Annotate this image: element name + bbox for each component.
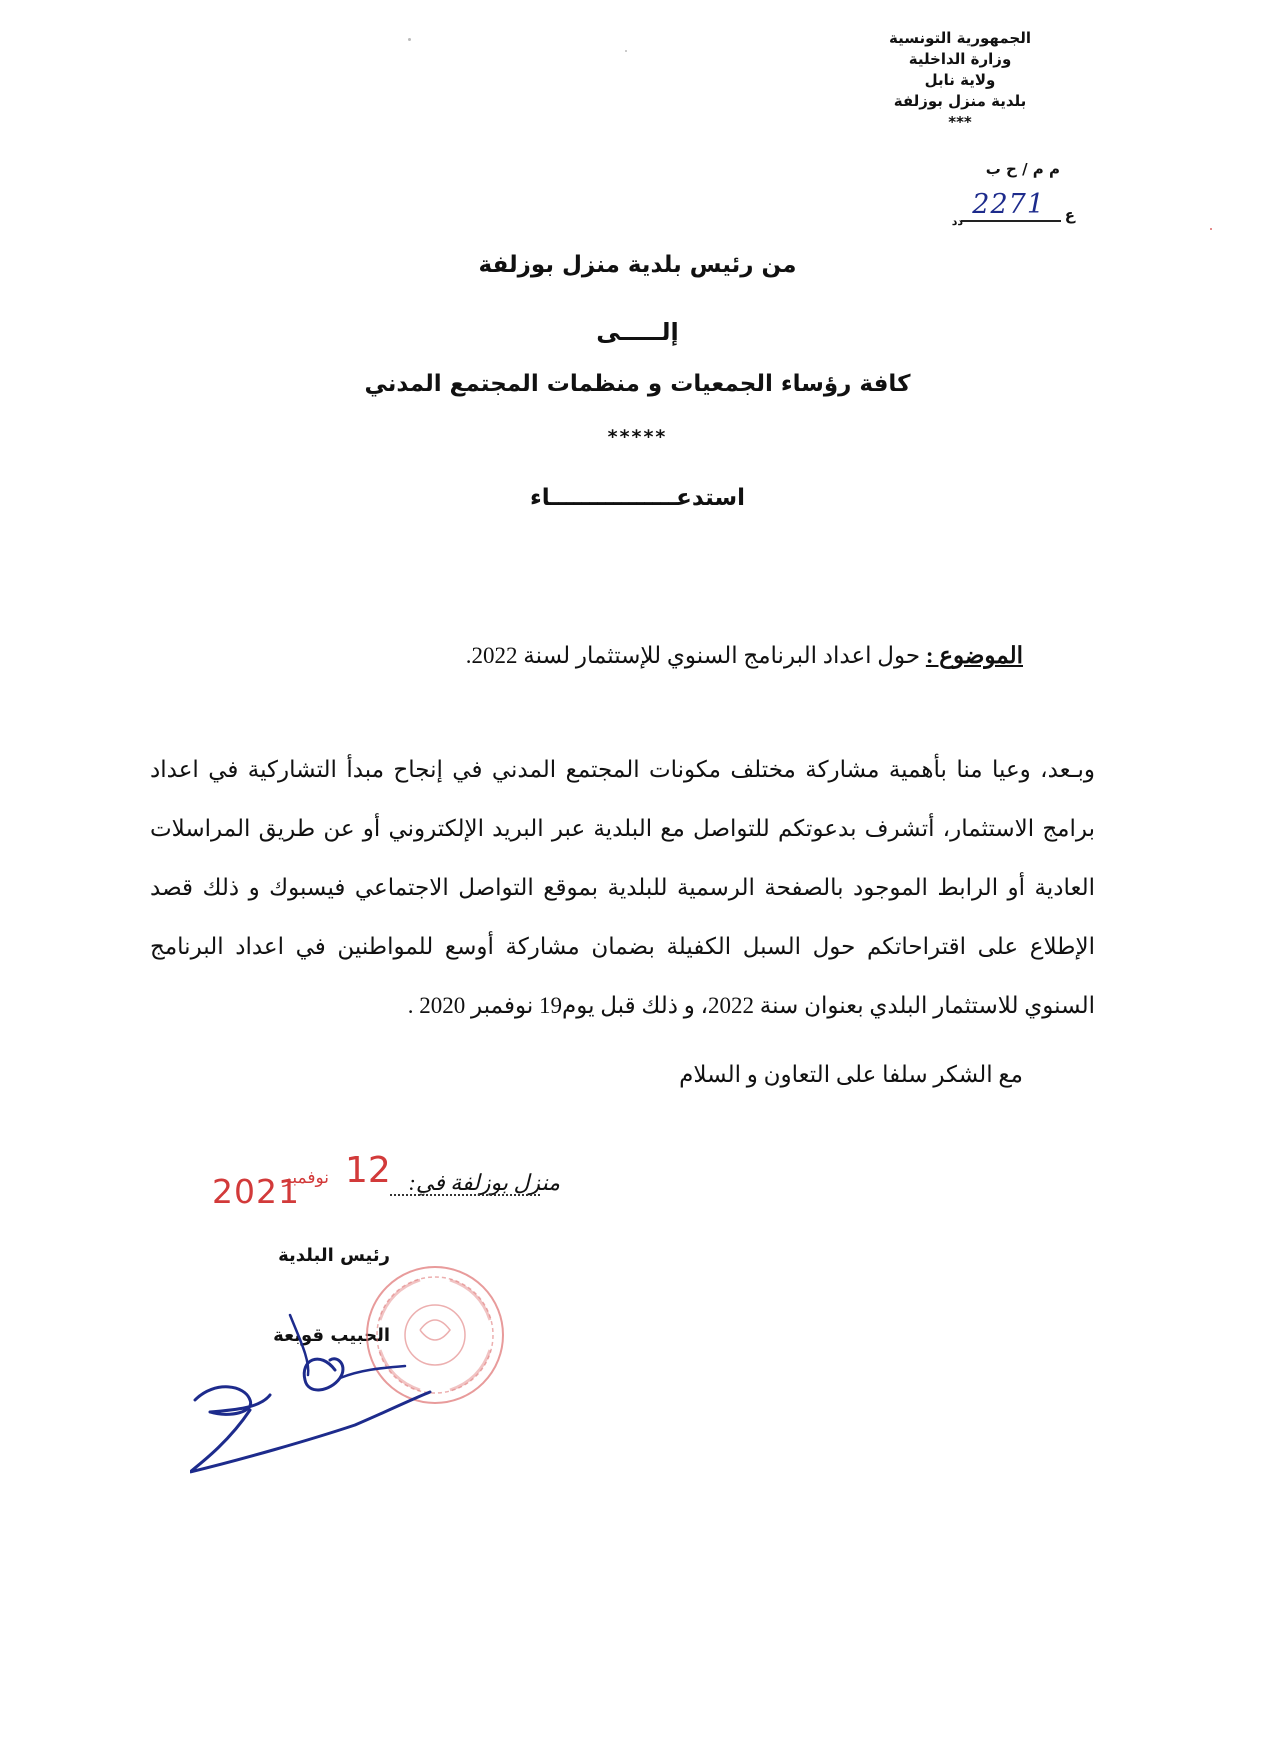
separator-stars: ***** — [607, 426, 668, 448]
letterhead-line: بلدية منزل بوزلفة — [893, 92, 1027, 110]
date-day-stamp: 12 — [345, 1150, 391, 1191]
body-paragraph: وبـعد، وعيا منا بأهمية مشاركة مختلف مكونات المجتمع المدني في إنجاح مبدأ التشاركية في اعداد برامج الاستثمار، أتشرف بدعوتكم للتواصل مع البلدية عبر البريد الإلكتروني أو عن طريق المراسلات العادية أو الرابط الموجود بالصفحة الرسمية للبلدية بموقع التواصل الاجتماعي فيسبوك و ذلك قصد الإطلاع على اقتراحاتكم حول السبل الكفيلة بضمان مشاركة أوسع للمواطنين في اعداد البرنامج السنوي للاستثمار البلدي بعنوان سنة 2022، و ذلك قبل يوم19 نوفمبر 2020 . — [150, 757, 1095, 1018]
signatory-name: الحبيب قوبعة — [273, 1325, 390, 1346]
letterhead-line: الجمهورية التونسية — [889, 29, 1031, 47]
letterhead-line: وزارة الداخلية — [908, 50, 1012, 68]
to-line: إلـــــى — [596, 318, 679, 346]
date-year-stamp: 2021 — [212, 1172, 300, 1211]
letterhead-line: ولاية نابل — [924, 71, 996, 89]
place-label: منزل بوزلفة في: — [408, 1170, 560, 1195]
date-month-stamp: نوفمبر — [283, 1168, 329, 1188]
signatory-title: رئيس البلدية — [278, 1245, 390, 1266]
scan-speck — [625, 50, 627, 52]
number-suffix: دد — [951, 215, 963, 228]
handwritten-number: 2271 — [972, 189, 1045, 220]
handwritten-signature-icon — [190, 1300, 440, 1490]
document-number — [845, 190, 1075, 230]
subject-text: حول اعداد البرنامج السنوي للإستثمار لسنة 2022. — [465, 643, 921, 668]
letterhead-line: *** — [948, 113, 972, 131]
letterhead — [840, 28, 1080, 133]
document-type-title: استدعــــــــــــــــاء — [529, 485, 746, 511]
scan-speck — [408, 38, 411, 41]
closing-line: مع الشكر سلفا على التعاون و السلام — [679, 1062, 1023, 1087]
subject-line — [466, 643, 1023, 669]
recipients-line: كافة رؤساء الجمعيات و منظمات المجتمع المدني — [364, 371, 911, 397]
subject-label: الموضوع : — [925, 643, 1023, 668]
scan-speck — [1210, 228, 1212, 230]
reference-code: م م / ح ب — [985, 160, 1060, 178]
date-dotted-line — [390, 1194, 540, 1196]
number-label: ع — [1064, 206, 1075, 224]
number-underline — [961, 220, 1061, 222]
sender-line: من رئيس بلدية منزل بوزلفة — [478, 252, 797, 278]
